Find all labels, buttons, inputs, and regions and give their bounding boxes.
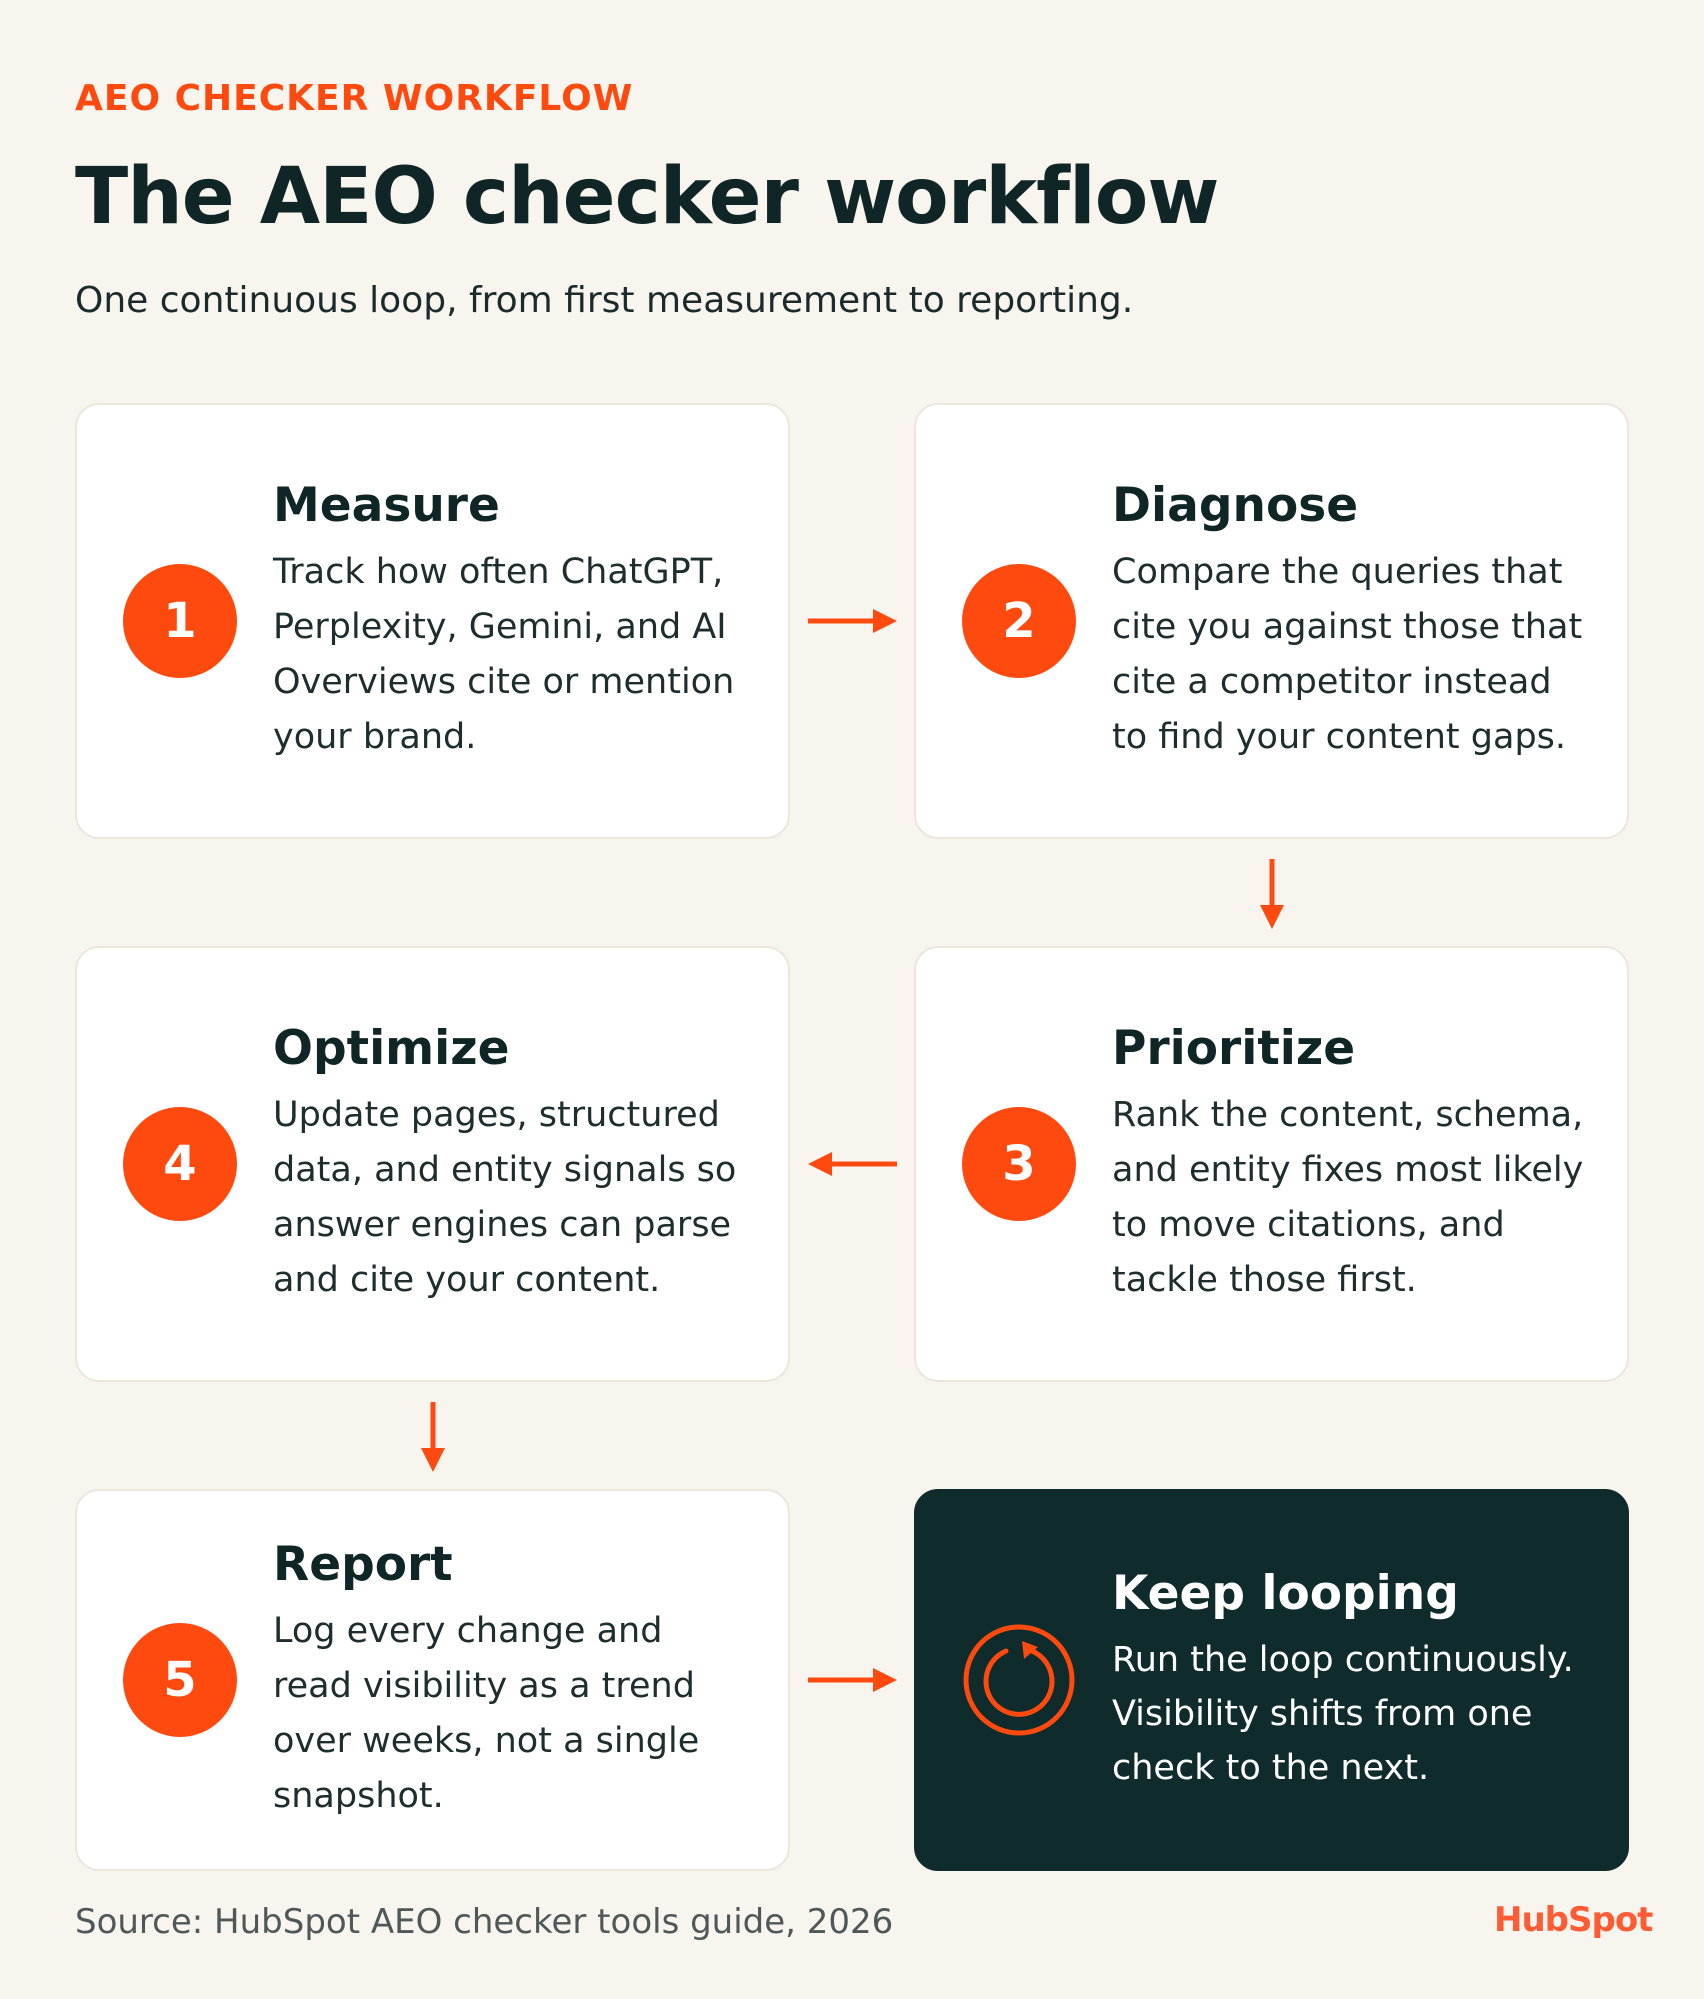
step-card-optimize bbox=[75, 946, 790, 1382]
arrow-down-icon bbox=[412, 1400, 454, 1474]
step-card-prioritize bbox=[914, 946, 1629, 1382]
step-description: Update pages, structured data, and entity signals so answer engines can parse and cite your content. bbox=[273, 1094, 737, 1300]
arrow-left-icon bbox=[805, 1143, 900, 1185]
source-note: Source: HubSpot AEO checker tools guide, 2026 bbox=[75, 1902, 894, 1942]
step-card-measure bbox=[75, 403, 790, 839]
step-description: Rank the content, schema, and entity fixes most likely to move citations, and tackle those first. bbox=[1112, 1094, 1584, 1300]
step-card-diagnose bbox=[914, 403, 1629, 839]
step-number-badge: 5 bbox=[123, 1623, 237, 1737]
step-number-badge: 2 bbox=[962, 564, 1076, 678]
keep-looping-card bbox=[914, 1489, 1629, 1871]
step-title: Optimize bbox=[273, 1020, 510, 1076]
arrow-down-icon bbox=[1251, 857, 1293, 931]
step-number-badge: 3 bbox=[962, 1107, 1076, 1221]
step-title: Measure bbox=[273, 477, 500, 533]
step-title: Report bbox=[273, 1536, 453, 1592]
arrow-right-icon bbox=[805, 600, 900, 642]
page-subtitle: One continuous loop, from first measurement to reporting. bbox=[75, 280, 1134, 321]
hubspot-logo: HubSpot bbox=[1494, 1900, 1653, 1940]
arrow-right-icon bbox=[805, 1659, 900, 1701]
step-description: Log every change and read visibility as a trend over weeks, not a single snapshot. bbox=[273, 1610, 700, 1816]
eyebrow-label: AEO CHECKER WORKFLOW bbox=[75, 78, 634, 119]
loop-description: Run the loop continuously. Visibility shifts from one check to the next. bbox=[1112, 1639, 1574, 1788]
step-description: Track how often ChatGPT, Perplexity, Gemini, and AI Overviews cite or mention your brand. bbox=[273, 551, 735, 757]
loop-title: Keep looping bbox=[1112, 1565, 1459, 1621]
step-description: Compare the queries that cite you against those that cite a competitor instead to find your content gaps. bbox=[1112, 551, 1583, 757]
page-title: The AEO checker workflow bbox=[75, 152, 1219, 242]
step-title: Diagnose bbox=[1112, 477, 1359, 533]
loop-icon bbox=[962, 1623, 1076, 1737]
step-number-badge: 1 bbox=[123, 564, 237, 678]
step-card-report bbox=[75, 1489, 790, 1871]
step-title: Prioritize bbox=[1112, 1020, 1356, 1076]
step-number-badge: 4 bbox=[123, 1107, 237, 1221]
